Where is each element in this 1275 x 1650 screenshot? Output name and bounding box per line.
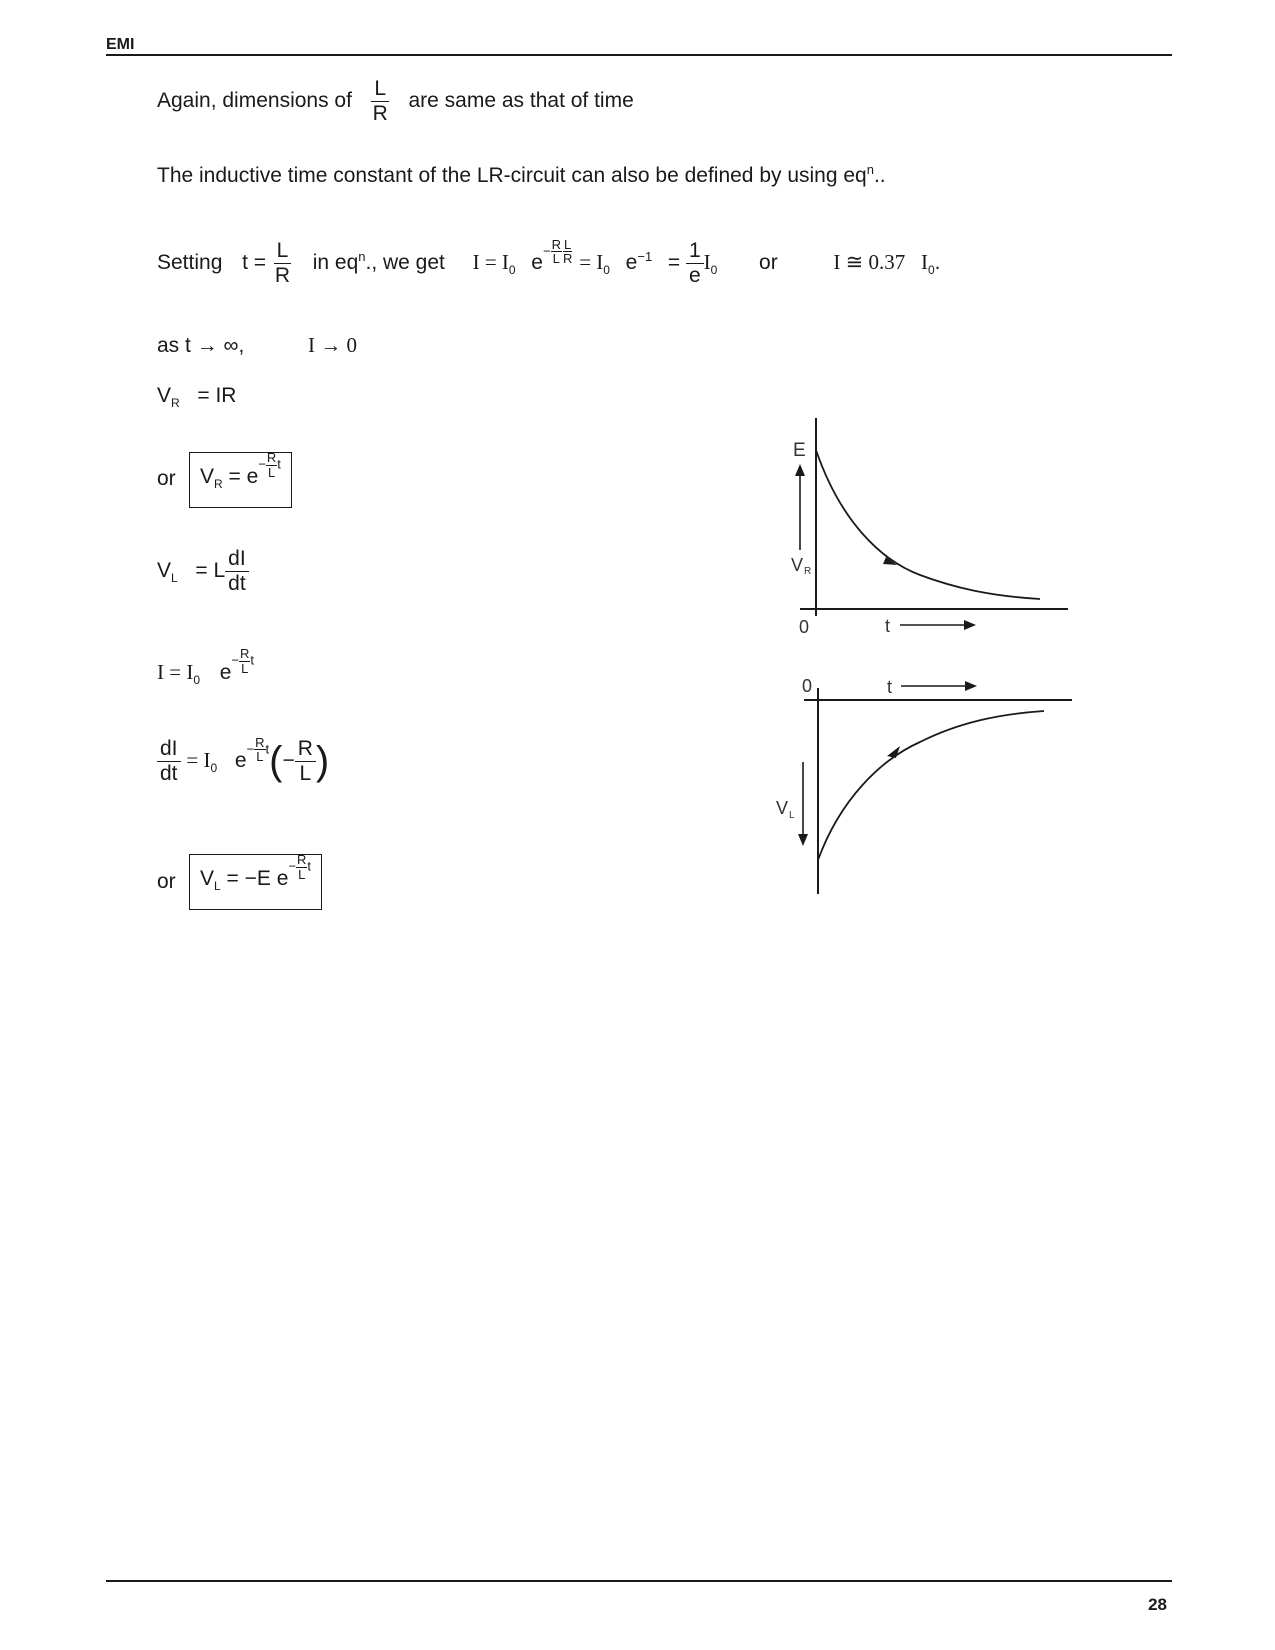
vl-curve-arrowhead <box>887 746 900 758</box>
limit-statement: as t → ∞, I → 0 <box>157 333 358 357</box>
time-constant-statement: The inductive time constant of the LR-circuit can also be defined by using $eq^n$.. <box>157 162 886 187</box>
vr-v-subscript: R <box>804 566 812 577</box>
or-label-vl: or <box>157 870 176 893</box>
di-dt-fraction: $\frac{dI}{dt}$ <box>225 548 249 595</box>
vr-v-label: V <box>791 555 804 575</box>
l-over-r-fraction: $\frac{L}{R}$ <box>372 77 388 126</box>
vr-e-label: E <box>793 440 806 461</box>
derivative-fraction: $\frac{dI}{dt}$ <box>157 738 181 785</box>
vl-rise-curve <box>818 711 1044 860</box>
vl-decay-graph <box>770 670 1080 900</box>
vl-t-arrowhead <box>965 681 977 691</box>
running-header: EMI <box>106 36 135 53</box>
vr-equals-ir: $V_R$ = IR <box>157 384 237 410</box>
one-over-e-fraction: $\frac{1}{e}$ <box>686 240 704 287</box>
derivative-equation: $\frac{dI}{dt}$ = $I_0$ e− $\frac{R}{L}$ t(− $\frac{R}{L}$ ) <box>157 738 329 785</box>
vl-v-subscript: L <box>789 810 795 821</box>
dimensions-statement <box>157 78 634 125</box>
exponent-derivative: − $\frac{R}{L}$ t <box>246 734 270 765</box>
vl-origin-label: 0 <box>802 676 813 696</box>
vl-vertical-arrowhead <box>798 834 808 846</box>
page-number: 28 <box>1148 1595 1167 1614</box>
current-decay-equation: $I = I_0$ e− $\frac{R}{L}$ t <box>157 646 255 687</box>
exponent-current: − $\frac{R}{L}$ t <box>231 646 255 677</box>
vr-decay-curve <box>816 450 1040 599</box>
exponent-rl-lr: − $\frac{R}{L}$ $\frac{L}{R}$ <box>542 236 573 267</box>
vr-t-label: t <box>885 616 891 636</box>
vr-decay-graph <box>780 410 1080 640</box>
vr-origin-label: 0 <box>799 617 810 637</box>
vl-v-label: V <box>776 798 789 818</box>
dimensions-text-post: are same as that of time <box>408 89 634 113</box>
vr-vertical-arrowhead <box>795 464 805 476</box>
header-rule <box>106 54 1172 56</box>
boxed-vr-equation: $V_R = e-$ $\frac{R}{L}$ t <box>189 452 292 508</box>
exponent-rt-over-l: − $\frac{R}{L}$ t <box>258 450 281 481</box>
vl-t-label: t <box>887 677 893 697</box>
dimensions-text-pre: Again, dimensions of <box>157 89 352 113</box>
boxed-vl-equation: $V_L = -E$ e− $\frac{R}{L}$ t <box>189 854 322 910</box>
vr-t-arrowhead <box>964 620 976 630</box>
setting-fraction: $\frac{L}{R}$ <box>274 239 291 288</box>
exponent-vl: − $\frac{R}{L}$ t <box>288 852 312 883</box>
minus-r-over-l: $\frac{R}{L}$ <box>295 738 316 785</box>
footer-rule <box>106 1580 1172 1582</box>
vl-equation: $V_L = L$ $\frac{dI}{dt}$ <box>157 548 249 595</box>
or-label-vr: or <box>157 467 176 490</box>
setting-equation: Setting t = $\frac{L}{R}$ in $eq^n$., we get $I = I_0$ e− $\frac{R}{L}$ $\frac{L}{R}$ = $I_0$ $e^{-1}$ = $\frac{1}{e}$ $I_0$ or I ≅ 0.37 $I_0$. <box>157 236 941 288</box>
